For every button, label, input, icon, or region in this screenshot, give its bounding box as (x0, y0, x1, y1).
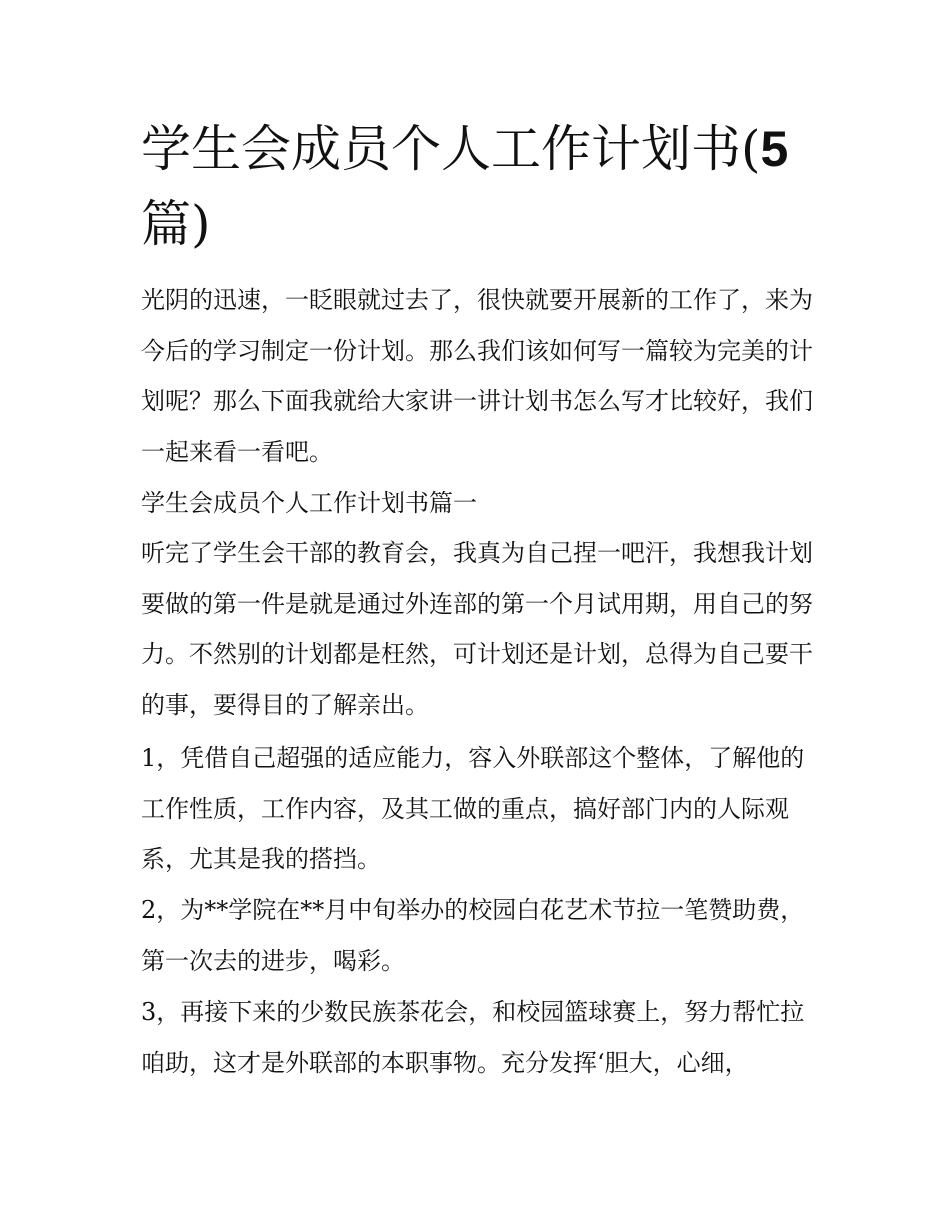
list-item-2: 2，为**学院在**月中旬举办的校园白花艺术节拉一笔赞助费，第一次去的进步，喝彩。 (141, 896, 805, 975)
document-title (141, 112, 821, 262)
title-prefix: 学生会成员个人工作计划书( (141, 120, 761, 178)
title-number: 5 (760, 121, 789, 177)
list-item-1: 1，凭借自己超强的适应能力，容入外联部这个整体，了解他的工作性质，工作内容，及其工做的重点，搞好部门内的人际观系，尤其是我的搭挡。 (141, 744, 805, 873)
intro-paragraph: 光阴的迅速，一眨眼就过去了，很快就要开展新的工作了，来为今后的学习制定一份计划。那么我们该如何写一篇较为完美的计划呢？那么下面我就给大家讲一讲计划书怎么写才比较好，我们一起来看一看吧。 (141, 286, 813, 466)
list-item-3: 3，再接下来的少数民族茶花会，和校园篮球赛上，努力帮忙拉咱助，这才是外联部的本职事物。充分发挥‘胆大，心细， (141, 998, 805, 1077)
section-heading: 学生会成员个人工作计划书篇一 (141, 489, 477, 517)
title-suffix: 篇) (141, 195, 211, 253)
body-paragraph: 听完了学生会干部的教育会，我真为自己捏一吧汗，我想我计划要做的第一件是就是通过外连部的第一个月试用期，用自己的努力。不然别的计划都是枉然，可计划还是计划，总得为自己要干的事，要得目的了解亲出。 (141, 539, 813, 719)
